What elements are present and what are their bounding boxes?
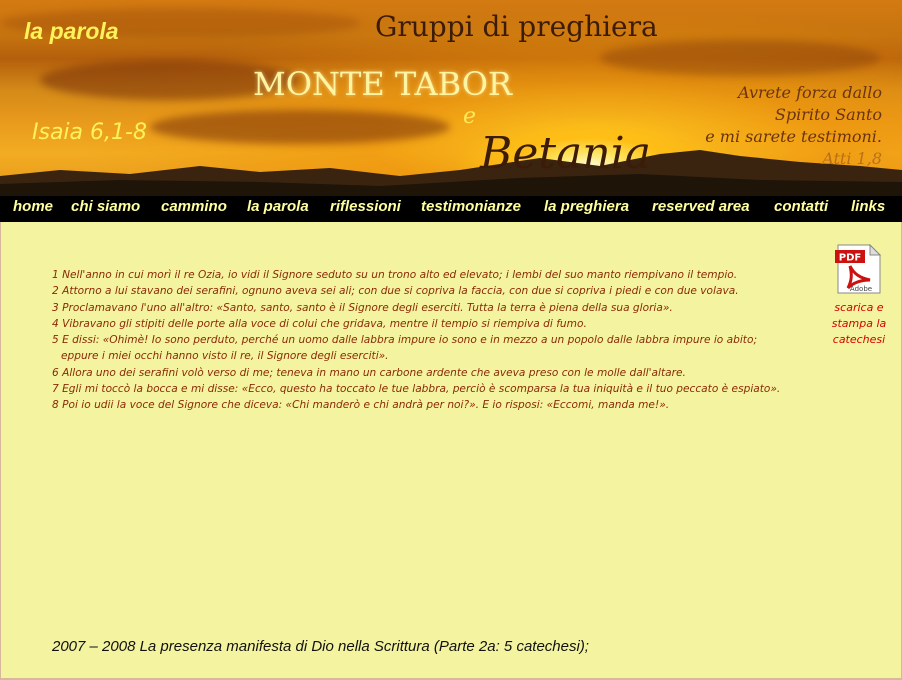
main-nav [0, 196, 902, 222]
verse: 4 Vibravano gli stipiti delle porte alla voce di colui che gridava, mentre il tempio si riempiva di fumo. [52, 317, 587, 330]
quote-line: e mi sarete testimoni. [705, 127, 882, 146]
verse: 6 Allora uno dei serafini volò verso di me; teneva in mano un carbone ardente che aveva preso con le molle dall'altare. [52, 366, 686, 379]
site-title-main: MONTE TABOR [253, 65, 513, 103]
nav-item-home[interactable]: home [13, 198, 54, 215]
site-title-and: e [463, 104, 477, 129]
header-quote [622, 82, 882, 170]
section-label: la parola [24, 18, 119, 44]
pdf-brand: Adobe [849, 285, 873, 293]
nav-item-reserved-area[interactable]: reserved area [652, 198, 750, 215]
site-title-second: Betania [480, 128, 651, 179]
site-title-top: Gruppi di preghiera [375, 10, 658, 43]
verse: 5 E dissi: «Ohimè! Io sono perduto, perché un uomo dalle labbra impure io sono e in mezzo a un popolo dalle labbra impure io abito; [52, 334, 758, 347]
quote-reference: Atti 1,8 [822, 149, 882, 168]
nav-item-riflessioni[interactable]: riflessioni [330, 198, 401, 215]
verse-continuation: eppure i miei occhi hanno visto il re, il Signore degli eserciti». [61, 350, 389, 363]
pdf-download-icon[interactable] [834, 244, 882, 294]
header-banner [0, 0, 902, 196]
nav-item-la-parola[interactable]: la parola [247, 198, 309, 215]
catechesis-series-title: 2007 – 2008 La presenza manifesta di Dio nella Scrittura (Parte 2a: 5 catechesi); [52, 638, 589, 655]
nav-item-testimonianze[interactable]: testimonianze [421, 198, 522, 215]
pdf-download-caption[interactable]: scarica e stampa la catechesi [831, 301, 887, 346]
scripture-text [52, 267, 812, 414]
nav-item-chi-siamo[interactable]: chi siamo [71, 198, 141, 215]
nav-item-cammino[interactable]: cammino [161, 198, 227, 215]
quote-line: Spirito Santo [774, 105, 882, 124]
pdf-label: PDF [838, 252, 862, 264]
scripture-reference: Isaia 6,1-8 [32, 120, 147, 145]
nav-item-contatti[interactable]: contatti [774, 198, 829, 215]
nav-item-links[interactable]: links [851, 198, 886, 215]
sunset-cloud [600, 40, 880, 76]
verse: 8 Poi io udii la voce del Signore che diceva: «Chi manderò e chi andrà per noi?». E io risposi: «Eccomi, manda me!». [52, 399, 670, 412]
verse: 2 Attorno a lui stavano dei serafini, ognuno aveva sei ali; con due si copriva la faccia, con due si copriva i piedi e con due volava. [52, 285, 739, 298]
verse: 3 Proclamavano l'uno all'altro: «Santo, santo, santo è il Signore degli eserciti. Tutta la terra è piena della sua gloria». [52, 301, 673, 314]
nav-item-la-preghiera[interactable]: la preghiera [544, 198, 630, 215]
verse: 7 Egli mi toccò la bocca e mi disse: «Ecco, questo ha toccato le tue labbra, perciò è scomparsa la tua iniquità e il tuo peccato è espiato». [52, 383, 781, 396]
verse: 1 Nell'anno in cui morì il re Ozia, io vidi il Signore seduto su un trono alto ed elevato; i lembi del suo manto riempivano il tempio. [52, 269, 738, 281]
quote-line: Avrete forza dallo [738, 83, 882, 102]
